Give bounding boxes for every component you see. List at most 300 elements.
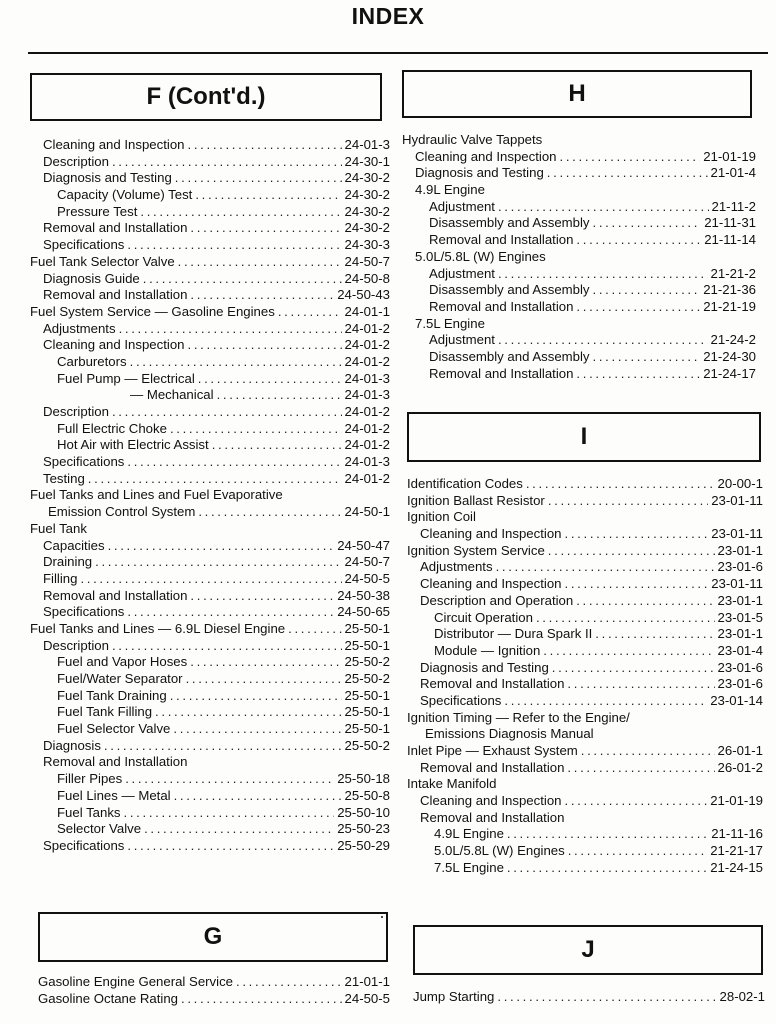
index-entry xyxy=(30,805,390,822)
dot-leader xyxy=(547,165,708,182)
entry-text: Diagnosis and Testing xyxy=(43,170,172,186)
index-entry xyxy=(402,316,756,333)
entry-text: Fuel/Water Separator xyxy=(57,671,183,686)
entry-text: Inlet Pipe — Exhaust System xyxy=(407,743,578,758)
entry-text: Adjustment xyxy=(429,198,495,214)
dot-leader xyxy=(567,676,714,693)
entry-page-number: 24-50-65 xyxy=(337,604,390,620)
section-heading-box xyxy=(407,412,761,462)
dot-leader xyxy=(576,299,700,316)
entry-text: Description xyxy=(43,153,109,169)
entry-text: Jump Starting xyxy=(413,989,495,1004)
dot-leader xyxy=(565,793,708,810)
entry-text: Diagnosis and Testing xyxy=(420,659,549,675)
entry-page-number: 23-01-6 xyxy=(717,659,763,675)
entry-text: Fuel System Service — Gasoline Engines xyxy=(30,303,275,319)
entry-text: Filling xyxy=(43,570,78,586)
title-rule xyxy=(28,52,768,54)
entry-page-number: 21-24-30 xyxy=(703,348,756,364)
index-entry xyxy=(30,187,390,204)
index-entry xyxy=(402,182,756,199)
dot-leader xyxy=(125,771,334,788)
entry-page-number: 24-50-43 xyxy=(337,287,390,303)
entry-page-number: 23-01-11 xyxy=(711,526,763,542)
entry-text: Specifications xyxy=(420,692,502,708)
entry-page-number: 25-50-2 xyxy=(344,654,390,670)
entry-text: Emissions Diagnosis Manual xyxy=(425,726,594,742)
index-entry xyxy=(30,654,390,671)
entry-page-number: 23-01-6 xyxy=(717,676,763,692)
index-entry xyxy=(30,738,390,755)
index-entry xyxy=(30,538,390,555)
entry-page-number: 23-01-14 xyxy=(710,692,763,708)
entry-text: — Mechanical xyxy=(130,387,214,403)
entry-text: Circuit Operation xyxy=(434,609,533,625)
dot-leader xyxy=(95,554,341,571)
dot-leader xyxy=(112,404,342,421)
entry-text: Full Electric Choke xyxy=(57,420,167,436)
dot-leader xyxy=(112,154,342,171)
dot-leader xyxy=(278,304,342,321)
entry-text: Description xyxy=(43,404,109,419)
entry-page-number: 24-30-2 xyxy=(344,170,390,186)
section-g xyxy=(38,912,390,1007)
entry-page-number: 24-01-2 xyxy=(344,437,390,453)
index-entry xyxy=(402,349,756,366)
dot-leader xyxy=(108,538,335,555)
dot-leader xyxy=(593,282,701,299)
entry-page-number: 24-01-1 xyxy=(344,303,390,319)
index-entry xyxy=(30,504,390,521)
dot-leader xyxy=(144,821,334,838)
index-entry xyxy=(407,660,763,677)
dot-leader xyxy=(576,366,700,383)
section-heading-box xyxy=(413,925,763,975)
dot-leader xyxy=(80,571,341,588)
entry-text: Specifications xyxy=(43,237,125,253)
entry-text: Adjustments xyxy=(43,320,116,336)
section-heading-box xyxy=(402,70,752,118)
dot-leader xyxy=(174,788,342,805)
entry-page-number: 21-01-19 xyxy=(703,148,756,164)
dot-leader xyxy=(288,621,341,638)
index-entry xyxy=(30,421,390,438)
entry-text: Specifications xyxy=(43,837,125,853)
entry-text: Ignition Ballast Resistor xyxy=(407,492,545,508)
entry-page-number: 21-11-14 xyxy=(704,232,756,248)
dot-leader xyxy=(130,354,342,371)
entry-text: Removal and Installation xyxy=(43,220,188,236)
entry-page-number: 24-30-1 xyxy=(344,153,390,169)
entry-page-number: 25-50-1 xyxy=(344,687,390,703)
index-entry xyxy=(407,626,763,643)
entry-text: Specifications xyxy=(43,604,125,620)
index-entry xyxy=(38,991,390,1008)
entry-text: Removal and Installation xyxy=(429,298,574,314)
entry-page-number: 24-50-8 xyxy=(344,270,390,286)
index-entry xyxy=(407,476,763,493)
dot-leader xyxy=(236,974,342,991)
entry-page-number: 24-01-2 xyxy=(344,320,390,336)
entry-page-number: 26-01-1 xyxy=(717,743,763,758)
index-entry xyxy=(407,509,763,526)
dot-leader xyxy=(127,237,341,254)
index-entry xyxy=(30,688,390,705)
index-entry xyxy=(407,593,763,610)
dot-leader xyxy=(178,254,342,271)
index-entry xyxy=(407,810,763,827)
entry-text: Diagnosis and Testing xyxy=(415,165,544,181)
dot-leader xyxy=(498,332,708,349)
index-entry xyxy=(407,710,763,727)
dot-leader xyxy=(188,337,342,354)
entry-text: Diagnosis Guide xyxy=(43,270,140,286)
index-entry xyxy=(402,149,756,166)
section-f xyxy=(30,73,390,855)
dot-leader xyxy=(119,321,342,338)
index-entry xyxy=(402,232,756,249)
entry-text: Disassembly and Assembly xyxy=(429,282,590,298)
index-entry xyxy=(402,132,756,149)
dot-leader xyxy=(190,588,334,605)
index-entry xyxy=(407,610,763,627)
index-entry xyxy=(407,776,763,793)
index-entry xyxy=(402,299,756,316)
entry-page-number: 21-21-19 xyxy=(703,298,756,314)
entry-page-number: 24-30-3 xyxy=(344,237,390,253)
entry-text: Adjustment xyxy=(429,332,495,348)
dot-leader xyxy=(567,760,714,777)
dot-leader xyxy=(186,671,342,688)
dot-leader xyxy=(198,504,341,521)
entry-page-number: 23-01-6 xyxy=(717,559,763,575)
entry-text: Removal and Installation xyxy=(420,809,565,825)
dot-leader xyxy=(526,476,715,493)
entry-text: Cleaning and Inspection xyxy=(415,148,557,164)
dot-leader xyxy=(496,559,715,576)
index-entry xyxy=(407,826,763,843)
index-entry xyxy=(30,437,390,454)
index-entry xyxy=(30,671,390,688)
index-entry xyxy=(402,249,756,266)
index-entry xyxy=(407,576,763,593)
entry-text: Capacities xyxy=(43,537,105,553)
entry-page-number: 21-24-15 xyxy=(710,859,763,875)
entry-text: Fuel Pump — Electrical xyxy=(57,370,195,386)
index-entry xyxy=(30,204,390,221)
entry-page-number: 23-01-1 xyxy=(717,542,763,558)
entry-page-number: 24-01-2 xyxy=(344,353,390,369)
entry-text: Capacity (Volume) Test xyxy=(57,187,193,203)
entry-page-number: 21-21-17 xyxy=(710,843,763,859)
dot-leader xyxy=(190,287,334,304)
section-h xyxy=(402,70,762,382)
entry-text: Fuel Tank Filling xyxy=(57,704,153,720)
index-entry xyxy=(30,821,390,838)
entry-page-number: 21-01-19 xyxy=(710,793,763,809)
index-entry xyxy=(30,771,390,788)
entry-page-number: 24-01-2 xyxy=(344,337,390,353)
entry-page-number: 25-50-29 xyxy=(337,837,390,853)
dot-leader xyxy=(188,137,342,154)
dot-leader xyxy=(217,387,342,404)
dot-leader xyxy=(195,187,341,204)
dot-leader xyxy=(565,576,709,593)
entry-text: 5.0L/5.8L (W) Engines xyxy=(434,843,565,859)
index-entry xyxy=(30,721,390,738)
dot-leader xyxy=(140,204,341,221)
index-entry xyxy=(413,989,765,1006)
entry-text: Fuel Tanks xyxy=(57,804,121,820)
entry-page-number: 23-01-11 xyxy=(711,492,763,508)
entry-text: Fuel and Vapor Hoses xyxy=(57,654,188,670)
entry-text: Removal and Installation xyxy=(420,759,565,775)
index-entry xyxy=(30,321,390,338)
dot-leader xyxy=(593,215,702,232)
entry-text: Fuel Tank Selector Valve xyxy=(30,253,175,269)
entry-page-number: 24-01-3 xyxy=(344,370,390,386)
entry-text: Adjustment xyxy=(429,265,495,281)
index-entry xyxy=(30,404,390,421)
entry-page-number: 25-50-1 xyxy=(344,721,390,737)
entry-text: Intake Manifold xyxy=(407,776,497,792)
entry-text: Description xyxy=(43,637,109,653)
index-entry xyxy=(30,170,390,187)
entry-text: Fuel Tanks and Lines and Fuel Evaporative xyxy=(30,487,283,503)
index-entry xyxy=(407,843,763,860)
entry-text: Specifications xyxy=(43,454,125,470)
index-entry xyxy=(30,554,390,571)
entry-page-number: 24-01-2 xyxy=(344,404,390,419)
index-entry xyxy=(30,638,390,655)
index-entry xyxy=(30,471,390,488)
index-entry xyxy=(407,526,763,543)
index-entry xyxy=(407,543,763,560)
dot-leader xyxy=(175,170,342,187)
index-entry xyxy=(38,974,390,991)
entry-text: Ignition Coil xyxy=(407,509,476,525)
entry-text: Selector Valve xyxy=(57,821,142,837)
entry-text: Diagnosis xyxy=(43,737,101,753)
dot-leader xyxy=(498,199,709,216)
entry-text: Ignition System Service xyxy=(407,542,545,558)
entry-text: Gasoline Engine General Service xyxy=(38,974,233,989)
index-entry xyxy=(407,860,763,877)
index-entry xyxy=(30,754,390,771)
dot-leader xyxy=(504,693,707,710)
index-entry xyxy=(30,487,390,504)
dot-leader xyxy=(124,805,335,822)
entry-page-number: 26-01-2 xyxy=(717,759,763,775)
index-entry xyxy=(402,165,756,182)
index-entry xyxy=(30,788,390,805)
index-entry xyxy=(30,571,390,588)
entry-text: 5.0L/5.8L (W) Engines xyxy=(415,248,546,264)
entry-page-number: 24-50-5 xyxy=(344,570,390,586)
index-entry xyxy=(402,282,756,299)
entry-page-number: 24-50-5 xyxy=(344,990,390,1006)
dot-leader xyxy=(170,421,342,438)
entry-text: Gasoline Octane Rating xyxy=(38,990,179,1006)
entry-page-number: 21-24-17 xyxy=(703,365,756,381)
index-entry xyxy=(30,254,390,271)
entry-text: Fuel Tank xyxy=(30,520,87,536)
entry-page-number: 25-50-23 xyxy=(337,821,390,837)
entry-text: Fuel Selector Valve xyxy=(57,721,171,737)
index-entry xyxy=(407,676,763,693)
dot-leader xyxy=(170,688,342,705)
entry-text: 4.9L Engine xyxy=(434,826,504,842)
index-entry xyxy=(30,271,390,288)
index-entry xyxy=(30,387,390,404)
entry-text: Module — Ignition xyxy=(434,642,541,658)
index-entry xyxy=(402,366,756,383)
entry-page-number: 24-01-3 xyxy=(344,387,390,403)
entry-page-number: 25-50-8 xyxy=(344,787,390,803)
dot-leader xyxy=(576,232,701,249)
dot-leader xyxy=(190,654,341,671)
entry-text: Testing xyxy=(43,470,85,486)
entry-text: Disassembly and Assembly xyxy=(429,348,590,364)
dot-leader xyxy=(507,860,707,877)
entry-page-number: 25-50-10 xyxy=(337,804,390,820)
entry-page-number: 23-01-1 xyxy=(717,592,763,608)
dot-leader xyxy=(595,626,714,643)
index-entry xyxy=(30,137,390,154)
section-heading-box xyxy=(30,73,382,121)
index-entry xyxy=(402,332,756,349)
dot-leader xyxy=(198,371,342,388)
dot-leader xyxy=(155,704,341,721)
index-entry xyxy=(30,371,390,388)
entry-text: Fuel Tanks and Lines — 6.9L Diesel Engine xyxy=(30,620,286,636)
dot-leader xyxy=(181,991,342,1008)
entry-page-number: 23-01-11 xyxy=(711,576,763,592)
entry-page-number: 21-11-16 xyxy=(711,826,763,842)
section-i xyxy=(407,412,765,877)
entry-page-number: 25-50-2 xyxy=(344,671,390,686)
dot-leader xyxy=(497,989,716,1006)
dot-leader xyxy=(190,220,341,237)
entry-text: Cleaning and Inspection xyxy=(43,337,185,353)
index-entry xyxy=(402,215,756,232)
index-entry xyxy=(30,604,390,621)
index-entry xyxy=(407,693,763,710)
index-entry xyxy=(30,704,390,721)
entry-page-number: 24-50-7 xyxy=(344,253,390,269)
entry-text: Emission Control System xyxy=(48,504,196,520)
dot-leader xyxy=(127,838,334,855)
index-entry xyxy=(407,760,763,777)
entry-page-number: 24-50-7 xyxy=(344,554,390,570)
entry-text: Hot Air with Electric Assist xyxy=(57,437,209,453)
index-entry xyxy=(407,726,763,743)
dot-leader xyxy=(560,149,701,166)
entry-text: Fuel Lines — Metal xyxy=(57,787,171,803)
entry-page-number: 24-30-2 xyxy=(344,187,390,203)
index-entry xyxy=(407,743,763,760)
index-entry xyxy=(30,337,390,354)
entry-page-number: 28-02-1 xyxy=(719,989,765,1004)
section-heading: F (Cont'd.) xyxy=(146,83,266,110)
dot-leader xyxy=(548,543,715,560)
entry-page-number: 24-50-47 xyxy=(337,537,390,553)
dot-leader xyxy=(88,471,342,488)
dot-leader xyxy=(143,271,342,288)
entry-page-number: 25-50-2 xyxy=(344,737,390,753)
dot-leader xyxy=(593,349,701,366)
dot-leader xyxy=(543,643,714,660)
dot-leader xyxy=(568,843,707,860)
index-entry xyxy=(30,621,390,638)
entry-text: Filler Pipes xyxy=(57,771,123,787)
entry-text: 4.9L Engine xyxy=(415,182,485,198)
entry-text: Removal and Installation xyxy=(420,676,565,692)
index-entry xyxy=(30,220,390,237)
section-heading: H xyxy=(568,80,586,107)
page-title: INDEX xyxy=(351,3,425,29)
index-entry xyxy=(407,643,763,660)
entry-page-number: 24-30-2 xyxy=(344,203,390,219)
dot-leader xyxy=(127,604,334,621)
entry-page-number: 24-01-3 xyxy=(344,454,390,470)
dot-leader xyxy=(536,610,715,627)
index-entry xyxy=(402,266,756,283)
entry-text: Adjustments xyxy=(420,559,493,575)
entry-text: Removal and Installation xyxy=(43,287,188,303)
entry-text: Cleaning and Inspection xyxy=(420,793,562,809)
dot-leader xyxy=(507,826,708,843)
dot-leader xyxy=(498,266,708,283)
index-entry xyxy=(30,154,390,171)
entry-page-number: 24-30-2 xyxy=(344,220,390,236)
index-entry xyxy=(30,237,390,254)
index-entry xyxy=(30,454,390,471)
entry-text: Fuel Tank Draining xyxy=(57,687,167,703)
entry-list xyxy=(402,132,756,382)
entry-list xyxy=(413,989,765,1006)
entry-text: Removal and Installation xyxy=(43,754,188,770)
entry-page-number: 21-11-31 xyxy=(704,215,756,231)
entry-page-number: 24-50-1 xyxy=(344,504,390,520)
dot-leader xyxy=(127,454,341,471)
entry-text: Distributor — Dura Spark II xyxy=(434,626,593,642)
index-entry xyxy=(407,559,763,576)
entry-text: Removal and Installation xyxy=(429,232,574,248)
index-entry xyxy=(30,304,390,321)
index-entry xyxy=(407,793,763,810)
entry-text: Ignition Timing — Refer to the Engine/ xyxy=(407,709,630,725)
section-j xyxy=(413,925,765,1006)
dot-leader xyxy=(565,526,709,543)
dot-leader xyxy=(581,743,715,760)
entry-text: 7.5L Engine xyxy=(434,859,504,875)
entry-text: Cleaning and Inspection xyxy=(420,576,562,592)
index-entry xyxy=(30,838,390,855)
entry-page-number: 20-00-1 xyxy=(717,476,763,491)
entry-page-number: 24-01-2 xyxy=(344,420,390,436)
section-heading: G xyxy=(203,923,223,950)
entry-text: Removal and Installation xyxy=(429,365,574,381)
entry-text: 7.5L Engine xyxy=(415,315,485,331)
entry-text: Description and Operation xyxy=(420,592,574,608)
entry-page-number: 21-01-1 xyxy=(344,974,390,989)
print-speck xyxy=(381,916,383,918)
entry-page-number: 25-50-1 xyxy=(344,620,390,636)
dot-leader xyxy=(552,660,715,677)
index-entry xyxy=(30,287,390,304)
entry-text: Draining xyxy=(43,554,93,570)
